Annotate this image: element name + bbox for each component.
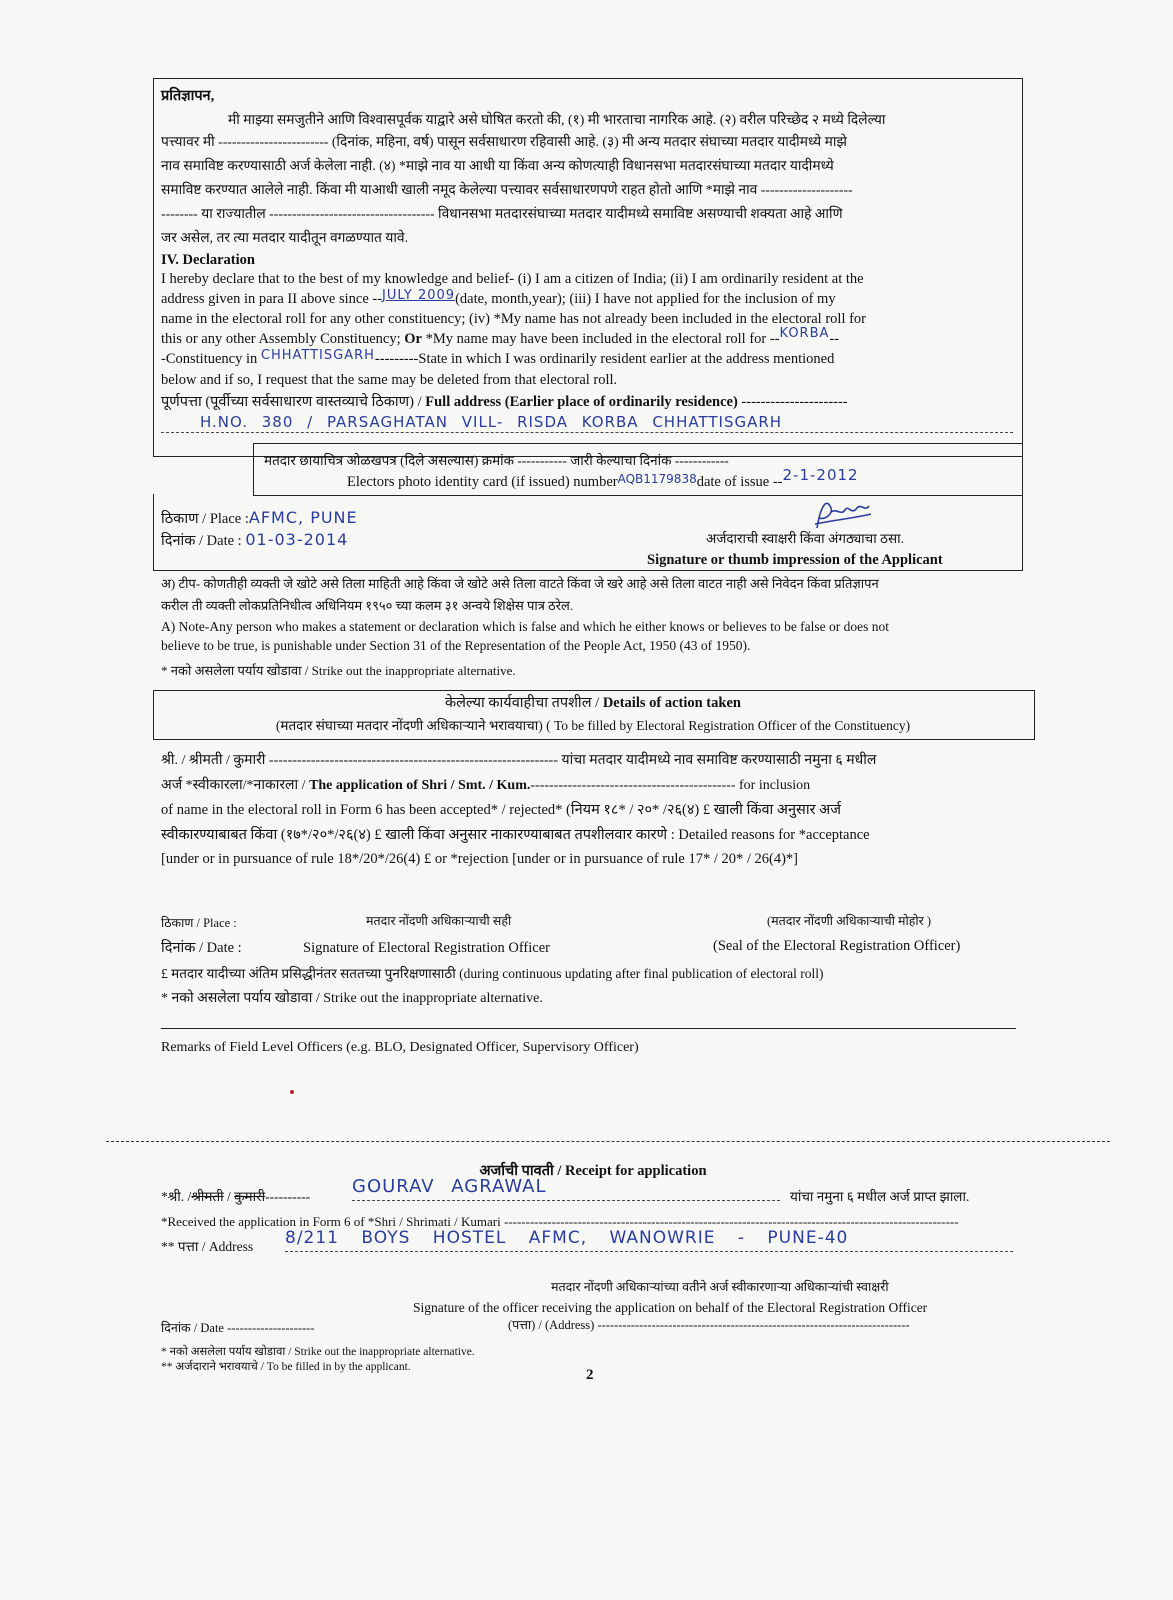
receipt-date-label: दिनांक / Date --------------------- xyxy=(161,1321,315,1335)
receipt-address2-label xyxy=(508,1316,910,1333)
full-address-label-en: Full address (Earlier place of ordinarily residence) xyxy=(425,394,738,410)
date-of-issue-label: date of issue -- xyxy=(696,474,783,490)
action-place-label: ठिकाण / Place : xyxy=(161,916,237,930)
full-address-value: H.NO. 380 / PARSAGHATAN VILL- RISDA KORBA CHHATTISGARH xyxy=(200,413,783,431)
pratijnapan-line: समाविष्ट करण्यात आलेले नाही. किंवा मी याआधी खाली नमूद केलेल्या पत्त्यावर सर्वसाधारणपणे राहत होतो आणि *माझे नाव -------------------- xyxy=(161,182,853,197)
full-address-line xyxy=(161,432,1013,433)
receipt-title-mr: अर्जाची पावती / xyxy=(479,1163,562,1179)
place-label: ठिकाण / Place : xyxy=(161,511,249,527)
applicant-name-value: GOURAV AGRAWAL xyxy=(352,1176,547,1197)
applicant-name-line xyxy=(352,1200,780,1201)
strike-note-2: * नको असलेला पर्याय खोडावा / Strike out the inappropriate alternative. xyxy=(161,991,543,1006)
state-value: CHHATTISGARH xyxy=(260,348,375,363)
declaration-line-1: I hereby declare that to the best of my knowledge and belief- (i) I am a citizen of India; (ii) I am ordinarily resident at the xyxy=(161,271,864,287)
remarks-rule xyxy=(161,1028,1016,1029)
note-en-2: believe to be true, is punishable under Section 31 of the Representation of the People Act, 1950 (43 of 1950). xyxy=(161,638,751,653)
full-address-dash: ---------------------- xyxy=(741,394,848,410)
receipt-kumari-struck: कुमारी xyxy=(234,1189,266,1204)
epic-label-text: Electors photo identity card (if issued) number xyxy=(347,474,618,490)
declaration-line-3: name in the electoral roll for any other constituency; (iv) *My name has not already been included in the electoral roll for xyxy=(161,311,867,327)
applicant-signature-label-mr: अर्जदाराची स्वाक्षरी किंवा अंगठ्याचा ठसा. xyxy=(706,531,904,546)
declaration-line-4 xyxy=(161,326,840,350)
strike-note-1: * नको असलेला पर्याय खोडावा / Strike out the inappropriate alternative. xyxy=(161,663,516,678)
action-line-1: श्री. / श्रीमती / कुमारी -------------------------------------------------------------- यांचा मतदार यादीमध्ये नाव समाविष्ट करण्यासाठी नमुना ६ मधील xyxy=(161,753,877,768)
action-subtitle: (मतदार संघाच्या मतदार नोंदणी अधिकाऱ्याने भरावयाचा) ( To be filled by Electoral Registration Officer of the Constituency) xyxy=(275,718,911,733)
receipt-address-label: ** पत्ता / Address xyxy=(161,1239,254,1254)
ero-seal-en: (Seal of the Electoral Registration Officer) xyxy=(713,938,961,954)
note-en-1: A) Note-Any person who makes a statement or declaration which is false and which he either knows or believes to be false or does not xyxy=(161,619,890,634)
note-mr-2: करील ती व्यक्ती लोकप्रतिनिधीत्व अधिनियम १९५० च्या कलम ३१ अन्वये शिक्षेस पात्र ठरेल. xyxy=(161,598,574,613)
receipt-address-line xyxy=(285,1251,1013,1252)
action-line-2c: -------------------------------------------- for inclusion xyxy=(530,778,811,793)
constituency-dash: -- xyxy=(829,331,840,347)
place-row xyxy=(161,508,358,530)
epic-label-en xyxy=(347,466,859,493)
receipt-shri-sep: / xyxy=(223,1189,235,1204)
applicant-signature-label-en: Signature or thumb impression of the Applicant xyxy=(647,552,943,568)
pound-note: £ मतदार यादीच्या अंतिम प्रसिद्धीनंतर सततच्या पुनरिक्षणासाठी (during continuous updating after final publication of electoral roll) xyxy=(161,966,824,981)
note-mr-1: अ) टीप- कोणतीही व्यक्ती जे खोटे असे तिला माहिती आहे किंवा जे खोटे असे तिला वाटते किंवा जे खरे आहे असे तिला वाटत नाही असे निवेदन किंवा प्रतिज्ञापन xyxy=(161,576,879,591)
officer-signature-en: Signature of the officer receiving the application on behalf of the Electoral Registration Officer xyxy=(413,1300,928,1315)
receipt-address2-dash: --------------------------------------------------------------------------- xyxy=(597,1318,910,1332)
resident-since-value: JULY 2009 xyxy=(382,288,456,303)
receipt-footnote-2: ** अर्जदाराने भरावयाचे / To be filled in by the applicant. xyxy=(161,1361,411,1373)
action-line-5: [under or in pursuance of rule 18*/20*/26(4) £ or *rejection [under or in pursuance of rule 17* / 20* / 26(4)*] xyxy=(161,851,799,867)
declaration-line-2 xyxy=(161,290,836,310)
action-line-4: स्वीकारण्याबाबत किंवा (१७*/२०*/२६(४) £ खाली किंवा अनुसार नाकारण्याबाबत तपशीलवार कारणे : Detailed reasons for *acceptance xyxy=(161,827,870,843)
receipt-title-en: Receipt for application xyxy=(565,1163,707,1179)
action-title-en: Details of action taken xyxy=(602,695,741,711)
ero-signature-mr: मतदार नोंदणी अधिकाऱ्याची सही xyxy=(366,914,512,928)
action-line-2a: अर्ज *स्वीकारला/*नाकारला / xyxy=(161,778,306,793)
receipt-shri-label: *श्री. / xyxy=(161,1189,192,1204)
pratijnapan-line: नाव समाविष्ट करण्यासाठी अर्ज केलेला नाही. (४) *माझे नाव या आधी या किंवा अन्य कोणत्याही विधानसभा मतदारसंघाच्या मतदार यादीमध्ये xyxy=(161,158,834,173)
date-of-issue-value: 2-1-2012 xyxy=(782,466,859,484)
receipt-address2-text: (पत्ता) / (Address) xyxy=(508,1318,595,1332)
declaration-line-5 xyxy=(161,350,834,370)
declaration-line-5a: -Constituency in xyxy=(161,351,258,367)
place-value: AFMC, PUNE xyxy=(248,508,358,527)
full-address-label-mr: पूर्णपत्ता (पूर्वीच्या सर्वसाधारण वास्तव्याचे ठिकाण) / xyxy=(161,394,422,410)
declaration-line-5b: ---------State in which I was ordinarily resident earlier at the address mentioned xyxy=(374,351,835,367)
pratijnapan-heading: प्रतिज्ञापन, xyxy=(161,88,215,104)
action-line-3: of name in the electoral roll in Form 6 has been accepted* / rejected* (नियम १८* / २०* /२६(४) £ खाली किंवा अनुसार अर्ज xyxy=(161,802,841,818)
date-value: 01-03-2014 xyxy=(245,530,349,549)
ero-seal-mr: (मतदार नोंदणी अधिकाऱ्याची मोहोर ) xyxy=(767,914,932,928)
declaration-line-2b: (date, month,year); (iii) I have not applied for the inclusion of my xyxy=(455,291,836,307)
declaration-line-4a: this or any other Assembly Constituency; xyxy=(161,331,401,347)
red-dot xyxy=(290,1090,294,1094)
action-title xyxy=(0,694,1173,714)
declaration-heading: IV. Declaration xyxy=(161,252,255,268)
declaration-line-2a: address given in para II above since -- xyxy=(161,291,383,307)
applicant-signature xyxy=(805,494,875,534)
receipt-address-value: 8/211 BOYS HOSTEL AFMC, WANOWRIE - PUNE-40 xyxy=(285,1228,849,1248)
action-title-mr: केलेल्या कार्यवाहीचा तपशील / xyxy=(445,695,600,711)
cut-line xyxy=(106,1141,1110,1142)
declaration-line-6: below and if so, I request that the same may be deleted from that electoral roll. xyxy=(161,372,618,388)
action-date-label: दिनांक / Date : xyxy=(161,940,242,956)
officer-signature-mr: मतदार नोंदणी अधिकाऱ्यांच्या वतीने अर्ज स्वीकारणाऱ्या अधिकाऱ्यांची स्वाक्षरी xyxy=(551,1280,889,1294)
epic-number-value: AQB1179838 xyxy=(617,472,697,486)
full-address-label xyxy=(161,393,848,413)
receipt-shri-line xyxy=(161,1187,310,1207)
date-label: दिनांक / Date : xyxy=(161,533,242,549)
pratijnapan-line: जर असेल, तर त्या मतदार यादीतून वगळण्यात यावे. xyxy=(161,230,409,245)
pratijnapan-line: पत्त्यावर मी ------------------------ (दिनांक, महिना, वर्ष) पासून सर्वसाधारण रहिवासी आहे. (३) मी अन्य मतदार संघाच्या मतदार यादीमध्ये माझे xyxy=(161,134,847,149)
remarks-label: Remarks of Field Level Officers (e.g. BLO, Designated Officer, Supervisory Officer) xyxy=(161,1040,639,1055)
receipt-shri-suffix: यांचा नमुना ६ मधील अर्ज प्राप्त झाला. xyxy=(790,1189,970,1204)
constituency-value: KORBA xyxy=(779,326,830,341)
epic-label-mr: मतदार छायाचित्र ओळखपत्र (दिले असल्यास) क्रमांक ----------- जारी केल्याचा दिनांक ------------ xyxy=(264,453,729,468)
receipt-received-line: *Received the application in Form 6 of *Shri / Shrimati / Kumari --------------------------------------------------------------------------------------------------------- xyxy=(161,1214,959,1229)
ero-signature-en: Signature of Electoral Registration Officer xyxy=(303,940,550,956)
receipt-shri-dash: ---------- xyxy=(265,1189,311,1204)
action-line-2b: The application of Shri / Smt. / Kum. xyxy=(309,778,531,793)
pratijnapan-line: मी माझ्या समजुतीने आणि विश्वासपूर्वक याद्वारे असे घोषित करतो की, (१) मी भारताचा नागरिक आहे. (२) वरील परिच्छेद २ मध्ये दिलेल्या xyxy=(228,112,886,127)
declaration-line-4b: *My name may have been included in the electoral roll for -- xyxy=(425,331,780,347)
page-number: 2 xyxy=(586,1367,594,1383)
declaration-or: Or xyxy=(404,331,422,347)
pratijnapan-line: -------- या राज्यातील ------------------------------------ विधानसभा मतदारसंघाच्या मतदार यादीमध्ये समाविष्ट असण्याची शक्यता आहे आणि xyxy=(161,206,843,221)
receipt-footnote-1: * नको असलेला पर्याय खोडावा / Strike out the inappropriate alternative. xyxy=(161,1346,475,1358)
receipt-title xyxy=(0,1162,1173,1182)
date-row xyxy=(161,530,348,552)
action-line-2 xyxy=(161,776,810,796)
receipt-shrimati-struck: श्रीमती xyxy=(191,1189,224,1204)
